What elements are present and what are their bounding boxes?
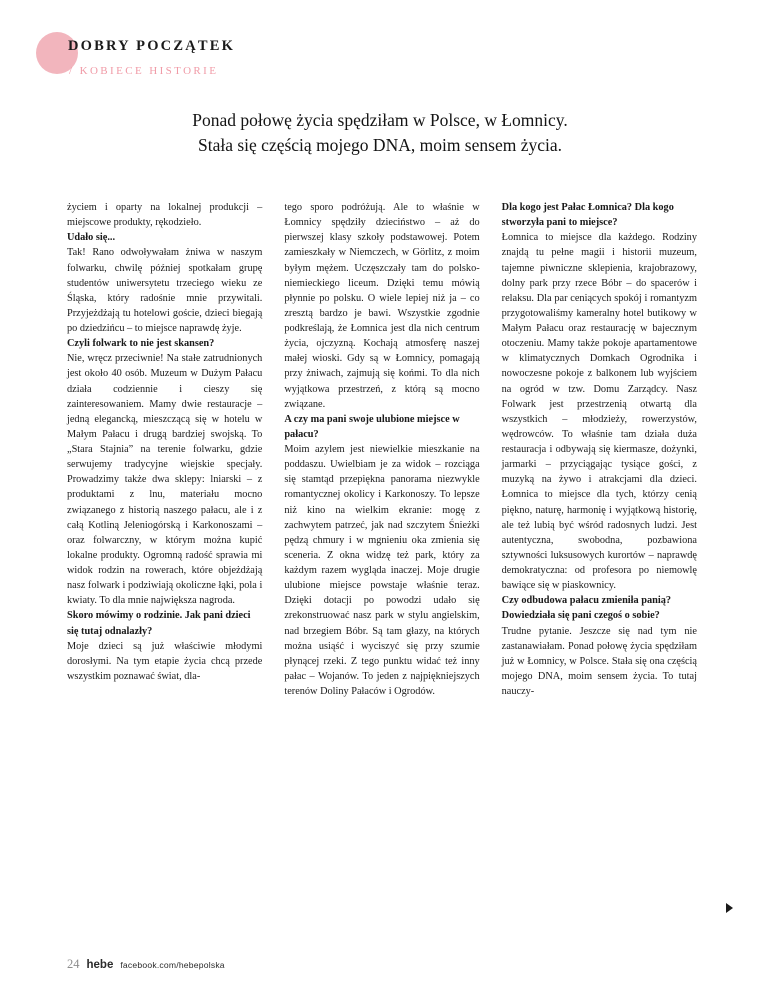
paragraph: Łomnica to miejsce dla każdego. Rodziny znajdą tu pełne magii i historii muzeum, tajemne piwniczne sklepienia, krajobrazowy, dolny park przy rzece Bóbr – do spacerów i relaksu. Dla par ceniących spokój i romantyzm przygotowaliśmy kameralny hotel butikowy w Małym Pałacu oraz restaurację w bajecznym otoczeniu. Mamy także pokoje apartamentowe w klimatycznych Domkach Ogrodnika i nowoczesne pokoje z balkonem lub wyjściem na ogród w tzw. Domu Zarządcy. Nasz Folwark jest przestrzenią otwartą dla wszystkich – młodzieży, rowerzystów, wędrowców. To właśnie tam działa duża restauracja i odbywają się kiermasze, dożynki, jarmarki – przyciągając tysiące gości, z muzyką na żywo i atrakcjami dla dzieci. Łomnica to miejsce dla tych, którzy cenią piękno, naturę, harmonię i wyjątkową historię, ale też lubią być wśród radosnych ludzi. Jest autentyczna, swobodna, pozbawiona sztywności luksusowych kurortów – naprawdę demokratyczna: od profesora po niemowlę bawiące się w piaskownicy. — [501, 232, 697, 592]
paragraph: Trudne pytanie. Jeszcze się nad tym nie zastanawiałam. Ponad połowę życia spędziłam już w Łomnicy, w Polsce. Stała się ona częścią mojego DNA, moim sensem życia. To tutaj nauczy- — [501, 625, 697, 697]
interview-question: Czy odbudowa pałacu zmieniła panią? Dowiedziała się pani czegoś o sobie? — [501, 595, 672, 622]
article-column-1 — [67, 200, 262, 928]
paragraph: Moje dzieci są już właściwie młodymi dorosłymi. Na tym etapie życia chcą przede wszystkim poznawać świat, dla- — [67, 640, 263, 682]
interview-question: Dla kogo jest Pałac Łomnica? Dla kogo stworzyła pani to miejsce? — [501, 202, 674, 229]
pull-quote-line-2: Stała się częścią mojego DNA, moim sensem życia. — [198, 135, 562, 156]
paragraph: Moim azylem jest niewielkie mieszkanie na poddaszu. Uwielbiam je za widok – rozciąga się stamtąd przepiękna panorama niezwykle romantycznej okolicy i Karkonoszy. To lepsze niż kino na wielkim ekranie: mogę z zachwytem patrzeć, jak nad szczytem Śnieżki pędzą chmury i w mgnieniu oka zmienia się sceneria. Z okna widzę też park, który za każdym razem wygląda inaczej. Moje drugie ulubione miejsce powstaje właśnie teraz. Dzięki dotacji po powodzi udało się zrekonstruować nasz park w stylu angielskim, nad brzegiem Bóbr. Są tam głazy, na których można usiąść i wyciszyć się przy szumie płynącej rzeki. Z tego punktu widać też inny pałac – Wojanów. To jeden z najpiękniejszych terenów Doliny Pałaców i Ogrodów. — [284, 444, 480, 697]
pull-quote-line-1: Ponad połowę życia spędziłam w Polsce, w Łomnicy. — [192, 110, 568, 130]
article-body — [67, 200, 697, 928]
section-kicker: DOBRY POCZĄTEK — [68, 38, 236, 54]
article-column-3 — [502, 200, 697, 928]
page-header — [36, 18, 724, 88]
paragraph: Tak! Rano odwoływałam żniwa w naszym folwarku, chwilę później spotkałam grupę studentów uniwersytetu trzeciego wieku ze Śląska, który radośnie mnie przywitali. Przyjeżdżają tu hotelowi goście, dzieci biegają po dziedzińcu – to miejsce naprawdę żyje. — [67, 247, 263, 334]
brand-logo: hebe — [86, 959, 114, 971]
paragraph: Nie, wręcz przeciwnie! Na stałe zatrudnionych jest około 40 osób. Muzeum w Dużym Pałacu działa codziennie i cieszy się zainteresowaniem. Mamy dwie restauracje – jedną elegancką, mieszczącą się w hotelu w Małym Pałacu i drugą bardziej swojską. To „Stara Stajnia” na terenie folwarku, gdzie serwujemy tradycyjne wiejskie specjały. Prowadzimy także dwa sklepy: lniarski – z produktami z lnu, materiału mocno związanego z historią naszego pałacu, ale i z całą Kotliną Jeleniogórską i Karkonoszami – oraz folwarczny, w którym można kupić lokalne produkty. Ogromną radość sprawia mi widok rodzin na rowerach, które objeżdżają nasz folwark i podziwiają okoliczne łąki, pola i kwiaty. To dla mnie największa nagroda. — [67, 353, 263, 607]
page-footer — [67, 957, 225, 972]
interview-question: Udało się... — [67, 232, 116, 244]
page-number: 24 — [67, 957, 80, 971]
interview-question: A czy ma pani swoje ulubione miejsce w pałacu? — [284, 413, 460, 440]
paragraph: życiem i oparty na lokalnej produkcji – miejscowe produkty, rękodzieło. — [67, 202, 263, 229]
continuation-arrow-icon — [726, 903, 733, 913]
pull-quote — [36, 108, 724, 159]
paragraph: tego sporo podróżują. Ale to właśnie w Łomnicy spędziły dzieciństwo – aż do pierwszej klasy szkoły podstawowej. Potem zamieszkały w Niemczech, w Görlitz, z moim byłym mężem. Uczęszczały tam do polsko-niemieckiego liceum. Dzięki temu mówią płynnie po polsku. O wiele lepiej niż ja – co zresztą bardzo je bawi. Wszystkie zgodnie podkreślają, że Łomnica jest dla nich centrum życia, ojczyzną. Kochają atmosferę naszej małej wioski. Gdy są w Łomnicy, pomagają przy żniwach, zajmują się końmi. To dla nich wyjątkowa przestrzeń, z którą są mocno związane. — [284, 202, 480, 410]
section-subtitle: / KOBIECE HISTORIE — [69, 65, 219, 77]
article-column-2 — [284, 200, 479, 928]
footer-url[interactable]: facebook.com/hebepolska — [120, 960, 225, 970]
interview-question: Skoro mówimy o rodzinie. Jak pani dzieci się tutaj odnalazły? — [67, 610, 251, 637]
interview-question: Czyli folwark to nie jest skansen? — [67, 338, 215, 350]
